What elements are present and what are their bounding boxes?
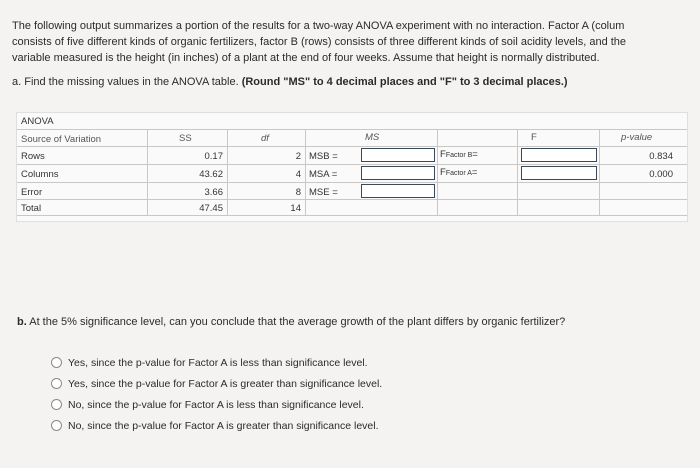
f-equals: = [471, 167, 478, 178]
header-pvalue: p-value [621, 132, 653, 143]
radio-button-icon[interactable] [51, 399, 62, 410]
f-label [440, 167, 477, 178]
f-factor-a-input[interactable] [521, 166, 597, 180]
intro-line: consists of five different kinds of organic fertilizers, factor B (rows) consists of three different kinds of soil acidity levels, and the [12, 36, 627, 48]
option-label: No, since the p-value for Factor A is greater than significance level. [68, 419, 379, 432]
row-source: Rows [21, 151, 45, 162]
mse-input[interactable] [361, 184, 435, 198]
table-title: ANOVA [21, 116, 54, 127]
part-a-prefix: a. Find the missing values in the ANOVA table. [12, 76, 239, 88]
f-symbol: F [440, 149, 446, 160]
f-label [440, 149, 478, 160]
f-symbol: F [440, 167, 446, 178]
divider [437, 129, 438, 215]
answer-option[interactable] [51, 373, 382, 394]
answer-options [51, 352, 382, 436]
divider [17, 129, 687, 130]
row-source: Columns [21, 169, 59, 180]
row-ss: 43.62 [199, 169, 223, 180]
answer-option[interactable] [51, 352, 382, 373]
row-df: 2 [295, 151, 301, 162]
option-label: No, since the p-value for Factor A is less than significance level. [68, 398, 364, 411]
divider [17, 199, 687, 200]
divider [227, 129, 228, 215]
radio-button-icon[interactable] [51, 357, 62, 368]
divider [599, 129, 600, 215]
header-ss: SS [179, 133, 192, 144]
part-b-question [17, 316, 565, 328]
header-f: F [531, 132, 537, 143]
msa-input[interactable] [361, 166, 435, 180]
row-ss: 3.66 [204, 187, 223, 198]
problem-intro [12, 18, 700, 66]
part-b-prefix: b. [17, 316, 27, 328]
row-df: 4 [295, 169, 301, 180]
msb-input[interactable] [361, 148, 435, 162]
divider [147, 129, 148, 215]
row-ss: 0.17 [204, 151, 223, 162]
row-ss: 47.45 [199, 203, 223, 214]
header-df: df [261, 133, 269, 144]
ms-label: MSB = [309, 151, 338, 162]
f-subscript: Factor A [445, 170, 472, 177]
f-subscript: Factor B [445, 152, 473, 159]
row-pvalue: 0.834 [649, 151, 673, 162]
answer-option[interactable] [51, 394, 382, 415]
radio-button-icon[interactable] [51, 420, 62, 431]
divider [17, 164, 687, 165]
divider [517, 129, 518, 215]
answer-option[interactable] [51, 415, 382, 436]
header-ms: MS [365, 132, 380, 143]
divider [17, 146, 687, 147]
ms-label: MSE = [309, 187, 338, 198]
option-label: Yes, since the p-value for Factor A is less than significance level. [68, 356, 368, 369]
part-a-question [12, 76, 568, 88]
ms-label: MSA = [309, 169, 338, 180]
part-b-text: At the 5% significance level, can you conclude that the average growth of the plant differs by organic fertilizer? [29, 316, 566, 328]
row-source: Total [21, 203, 42, 214]
header-source: Source of Variation [21, 134, 102, 145]
divider [17, 215, 687, 216]
divider [17, 182, 687, 183]
row-df: 8 [295, 187, 301, 198]
row-pvalue: 0.000 [649, 169, 673, 180]
f-equals: = [472, 149, 478, 160]
intro-line: The following output summarizes a portion of the results for a two-way ANOVA experiment with no interaction. Factor A (colum [12, 20, 625, 32]
divider [305, 129, 306, 215]
row-df: 14 [290, 203, 301, 214]
part-a-instruction: (Round "MS" to 4 decimal places and "F" to 3 decimal places.) [241, 76, 568, 88]
intro-line: variable measured is the height (in inches) of a plant at the end of four weeks. Assume that height is normally distributed. [12, 52, 600, 64]
anova-table [16, 112, 688, 222]
option-label: Yes, since the p-value for Factor A is greater than significance level. [68, 377, 383, 390]
row-source: Error [21, 187, 43, 198]
radio-button-icon[interactable] [51, 378, 62, 389]
f-factor-b-input[interactable] [521, 148, 597, 162]
